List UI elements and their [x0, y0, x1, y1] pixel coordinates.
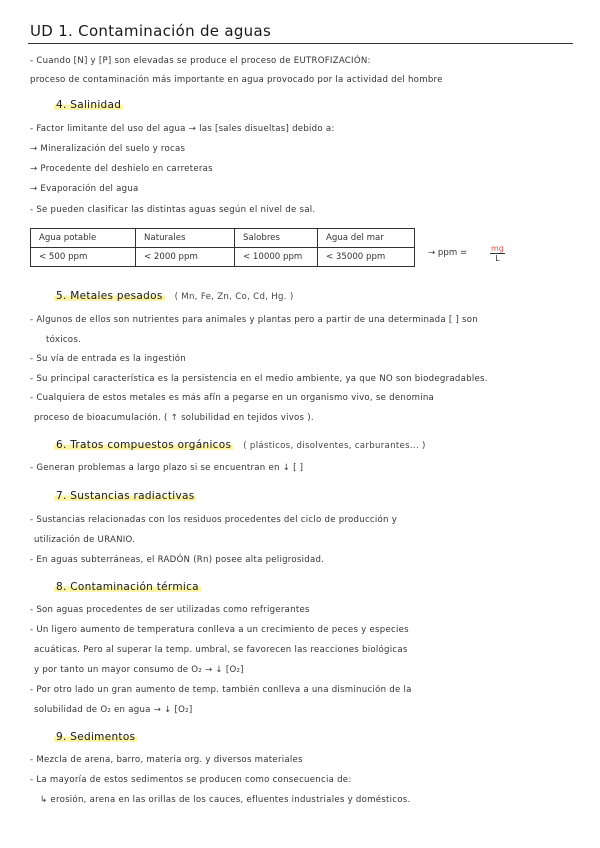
s8-line-4: y por tanto un mayor consumo de O₂ → ↓ [O₂]: [34, 665, 244, 675]
s5-line-3: - Su vía de entrada es la ingestión: [30, 354, 186, 364]
heading-sedimentos: [54, 731, 137, 743]
table-header-row: [31, 229, 415, 248]
s7-line-3: - En aguas subterráneas, el RADÓN (Rn) posee alta peligrosidad.: [30, 555, 325, 565]
page-title: UD 1. Contaminación de aguas: [30, 22, 272, 40]
s8-line-2: - Un ligero aumento de temperatura conlleva a un crecimiento de peces y especies: [30, 625, 409, 635]
s5-line-6: proceso de bioacumulación. ( ↑ solubilidad en tejidos vivos ).: [34, 413, 314, 423]
compuestos-list: ( plásticos, disolventes, carburantes... ): [243, 441, 426, 451]
table-header-cell: Agua potable: [31, 229, 136, 248]
intro-line-2: proceso de contaminación más importante en agua provocado por la actividad del hombre: [30, 75, 443, 85]
s7-line-2: utilización de URANIO.: [34, 535, 136, 545]
s5-line-2: tóxicos.: [46, 335, 82, 345]
s9-line-1: - Mezcla de arena, barro, materia org. y diversos materiales: [30, 755, 303, 765]
table-cell: < 10000 ppm: [235, 248, 318, 267]
table-cell: < 2000 ppm: [136, 248, 235, 267]
s8-line-1: - Son aguas procedentes de ser utilizadas como refrigerantes: [30, 605, 310, 615]
table-header-cell: Salobres: [235, 229, 318, 248]
table-cell: < 35000 ppm: [318, 248, 415, 267]
fraction-denominator: L: [495, 254, 500, 263]
salinity-table: [30, 228, 415, 267]
metales-list: ( Mn, Fe, Zn, Co, Cd, Hg. ): [174, 292, 294, 302]
s9-line-2: - La mayoría de estos sedimentos se producen como consecuencia de:: [30, 775, 352, 785]
fraction-numerator: mg: [491, 244, 504, 253]
heading-sedimentos-text: 9. Sedimentos: [56, 731, 136, 743]
heading-contaminacion-termica: [54, 581, 201, 593]
s5-line-1: - Algunos de ellos son nutrientes para animales y plantas pero a partir de una determinada [ ] son: [30, 315, 478, 325]
ppm-unit-note: → ppm =: [428, 248, 468, 258]
table-header-cell: Agua del mar: [318, 229, 415, 248]
s4-line-5: - Se pueden clasificar las distintas aguas según el nivel de sal.: [30, 205, 316, 215]
heading-salinidad-text: 4. Salinidad: [56, 99, 122, 111]
heading-metales-pesados: [54, 290, 294, 302]
table-row: [31, 248, 415, 267]
heading-metales-text: 5. Metales pesados: [56, 290, 163, 302]
s4-line-4: → Evaporación del agua: [30, 184, 139, 194]
s4-line-1: - Factor limitante del uso del agua → las [sales disueltas] debido a:: [30, 124, 335, 134]
heading-compuestos-text: 6. Tratos compuestos orgánicos: [56, 439, 232, 451]
table-header-cell: Naturales: [136, 229, 235, 248]
heading-compuestos-organicos: [54, 439, 426, 451]
s6-line-1: - Generan problemas a largo plazo si se encuentran en ↓ [ ]: [30, 463, 304, 473]
table-cell: < 500 ppm: [31, 248, 136, 267]
heading-salinidad: [54, 99, 123, 111]
intro-line-1: - Cuando [N] y [P] son elevadas se produce el proceso de EUTROFIZACIÓN:: [30, 56, 371, 66]
title-underline: [28, 43, 573, 44]
s5-line-4: - Su principal característica es la persistencia en el medio ambiente, ya que NO son biodegradables.: [30, 374, 488, 384]
s8-line-5: - Por otro lado un gran aumento de temp. también conlleva a una disminución de la: [30, 685, 412, 695]
s4-line-3: → Procedente del deshielo en carreteras: [30, 164, 213, 174]
heading-termica-text: 8. Contaminación térmica: [56, 581, 199, 593]
ppm-fraction: [490, 244, 505, 263]
heading-radiactivas-text: 7. Sustancias radiactivas: [56, 490, 195, 502]
s8-line-3: acuáticas. Pero al superar la temp. umbral, se favorecen las reacciones biológicas: [34, 645, 408, 655]
s9-line-3: ↳ erosión, arena en las orillas de los cauces, efluentes industriales y domésticos.: [40, 795, 411, 805]
s5-line-5: - Cualquiera de estos metales es más afín a pegarse en un organismo vivo, se denomina: [30, 393, 435, 403]
s8-line-6: solubilidad de O₂ en agua → ↓ [O₂]: [34, 705, 193, 715]
s4-line-2: → Mineralización del suelo y rocas: [30, 144, 186, 154]
heading-sustancias-radiactivas: [54, 490, 196, 502]
s7-line-1: - Sustancias relacionadas con los residuos procedentes del ciclo de producción y: [30, 515, 398, 525]
